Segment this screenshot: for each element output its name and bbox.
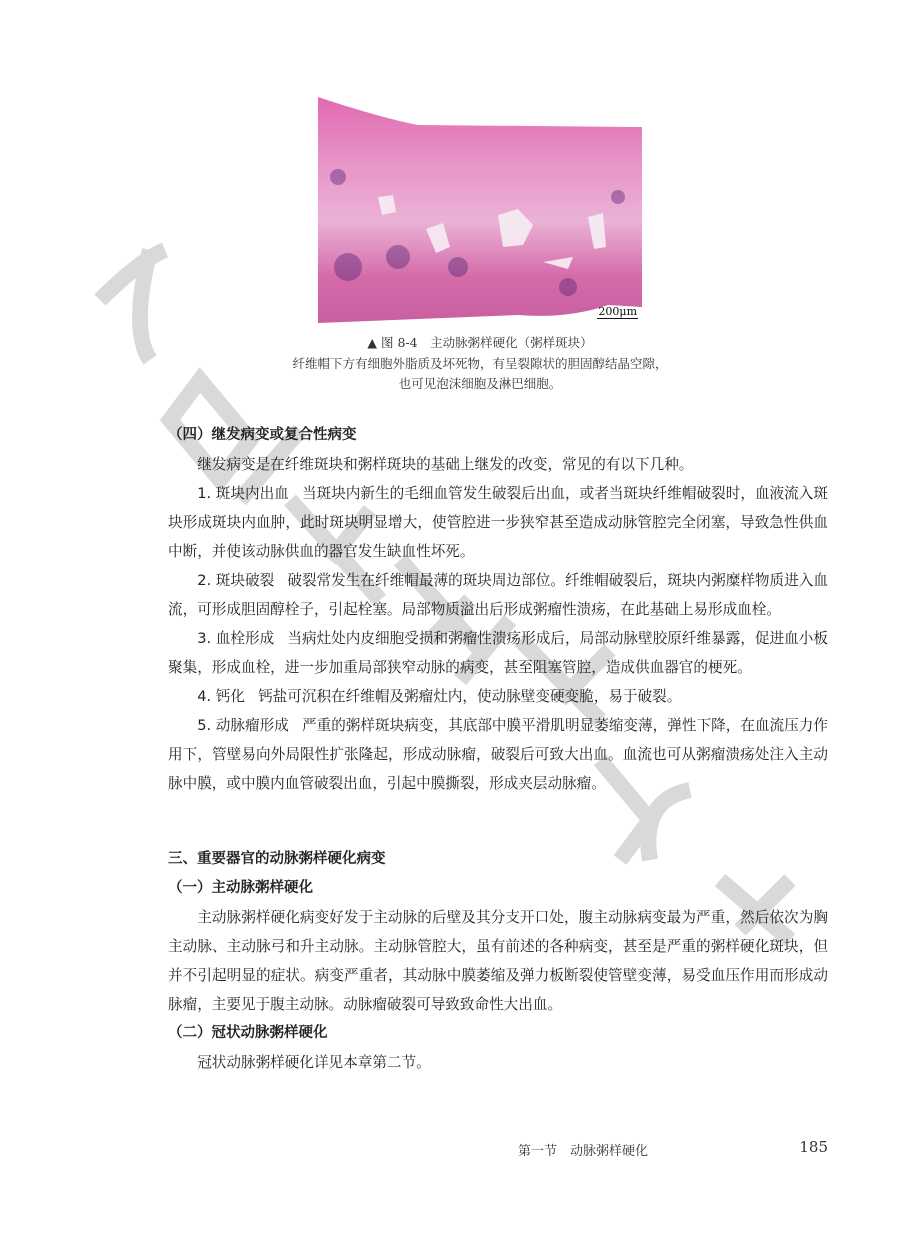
figure-caption-title	[150, 333, 810, 351]
figure-title: 主动脉粥样硬化（粥样斑块）	[430, 335, 593, 350]
section-heading: （四）继发病变或复合性病变	[168, 427, 357, 443]
section-secondary-lesions	[168, 421, 828, 798]
paragraph: 主动脉粥样硬化病变好发于主动脉的后壁及其分支开口处，腹主动脉病变最为严重，然后依次为胸主动脉、主动脉弓和升主动脉。主动脉管腔大，虽有前述的各种病变，甚至是严重的粥样硬化斑块，但并不引起明显的症状。病变严重者，其动脉中膜萎缩及弹力板断裂使管壁变薄，易受血压作用而形成动脉瘤，主要见于腹主动脉。动脉瘤破裂可导致致命性大出血。	[168, 909, 828, 1013]
item-lead: 4. 钙化	[197, 688, 245, 705]
subsection-heading: （一）主动脉粥样硬化	[168, 880, 313, 896]
figure-caption-line: 也可见泡沫细胞及淋巴细胞。	[398, 376, 562, 391]
figure-label: 图 8-4	[380, 335, 418, 350]
subsection-heading: （二）冠状动脉粥样硬化	[168, 1025, 328, 1041]
list-item: 1. 斑块内出血 当斑块内新生的毛细血管发生破裂后出血，或者当斑块纤维帽破裂时，血液流入斑块形成斑块内血肿，此时斑块明显增大，使管腔进一步狭窄甚至造成动脉管腔完全闭塞，导致急性供血中断，并使该动脉供血的器官发生缺血性坏死。	[168, 485, 828, 560]
paragraph: 继发病变是在纤维斑块和粥样斑块的基础上继发的改变，常见的有以下几种。	[197, 456, 694, 473]
page-number: 185	[799, 1138, 828, 1156]
triangle-marker-icon: ▲	[367, 335, 377, 350]
list-item: 2. 斑块破裂 破裂常发生在纤维帽最薄的斑块周边部位。纤维帽破裂后，斑块内粥糜样物质进入血流，可形成胆固醇栓子，引起栓塞。局部物质溢出后形成粥瘤性溃疡，在此基础上易形成血栓。	[168, 572, 828, 618]
running-footer-section: 第一节 动脉粥样硬化	[518, 1144, 649, 1159]
item-lead: 3. 血栓形成	[197, 630, 275, 647]
histology-figure	[318, 97, 642, 323]
list-item: 4. 钙化 钙盐可沉积在纤维帽及粥瘤灶内，使动脉壁变硬变脆，易于破裂。	[197, 688, 682, 705]
figure-caption-line: 纤维帽下方有细胞外脂质及坏死物，有呈裂隙状的胆固醇结晶空隙，	[292, 356, 668, 371]
section-organ-lesions	[168, 845, 828, 1077]
list-item: 5. 动脉瘤形成 严重的粥样斑块病变，其底部中膜平滑肌明显萎缩变薄，弹性下降，在血流压力作用下，管壁易向外局限性扩张隆起，形成动脉瘤，破裂后可致大出血。血流也可从粥瘤溃疡处注入主动脉中膜，或中膜内血管破裂出血，引起中膜撕裂，形成夹层动脉瘤。	[168, 717, 828, 792]
item-lead: 2. 斑块破裂	[197, 572, 275, 589]
histology-image	[318, 97, 642, 323]
list-item: 3. 血栓形成 当病灶处内皮细胞受损和粥瘤性溃疡形成后，局部动脉壁胶原纤维暴露，促进血小板聚集，形成血栓，进一步加重局部狭窄动脉的病变，甚至阻塞管腔，造成供血器官的梗死。	[168, 630, 828, 676]
item-lead: 5. 动脉瘤形成	[197, 717, 289, 734]
item-lead: 1. 斑块内出血	[197, 485, 289, 502]
paragraph: 冠状动脉粥样硬化详见本章第二节。	[197, 1054, 431, 1071]
scale-bar: 200μm	[598, 305, 637, 318]
section-heading: 三、重要器官的动脉粥样硬化病变	[168, 851, 386, 867]
